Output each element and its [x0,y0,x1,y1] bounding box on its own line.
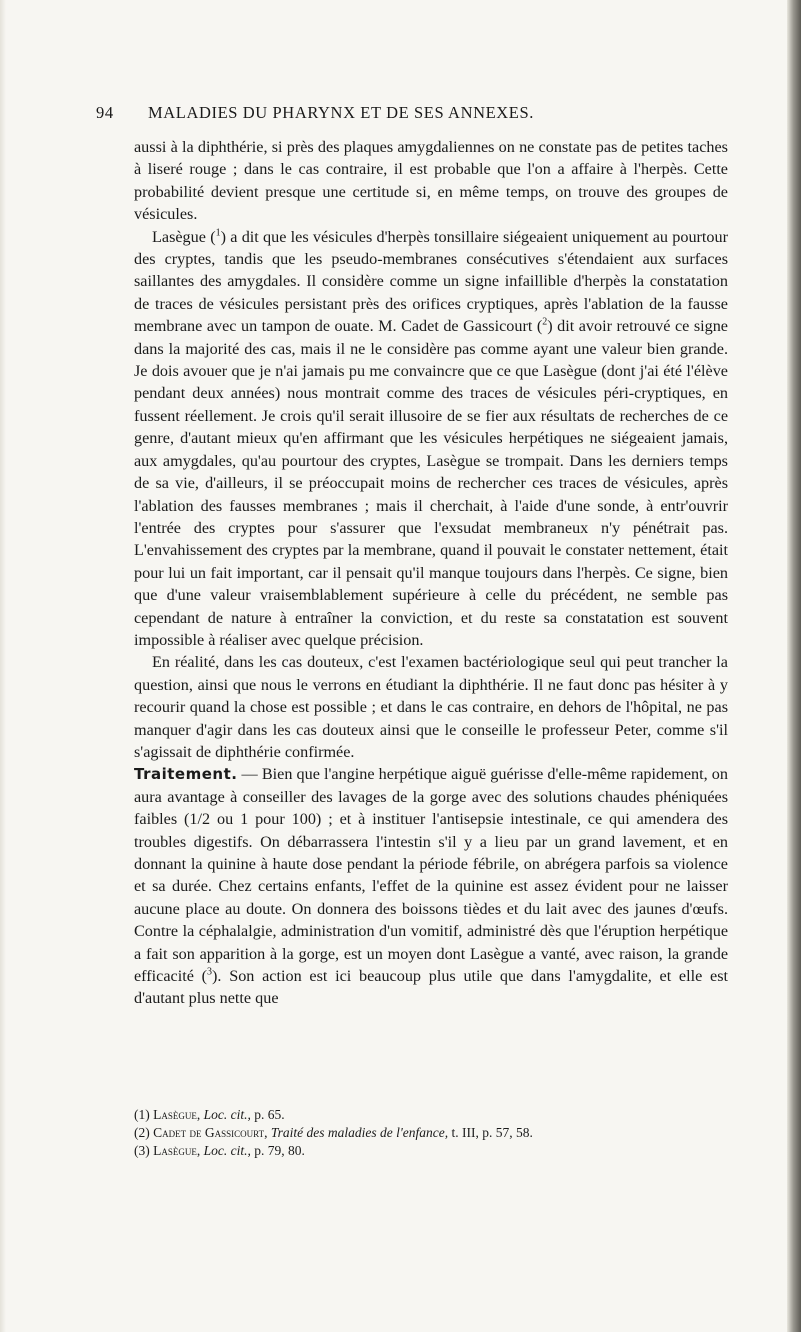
footnote-1 [134,1106,734,1124]
paragraph-3: En réalité, dans les cas douteux, c'est l'examen bactériologique seul qui peut trancher la question, ainsi que nous le verrons en étudiant la diphthérie. Il ne faut donc pas hésiter à y recourir quand la chose est possible ; et dans le cas contraire, en dehors de l'hôpital, ne pas manquer d'agir dans les cas douteux ainsi que le conseille le professeur Peter, comme s'il s'agissait de diphthérie confirmée. [134,653,728,761]
footnote-marker: (3) [134,1143,150,1158]
body-text [134,136,728,1010]
footnote-source: Loc. cit., [203,1107,251,1122]
paragraph-2-part-a: Lasègue ( [152,227,216,246]
footnote-ref-1: 1 [215,227,221,239]
footnote-author: Cadet de Gassicourt, [153,1125,268,1140]
page-header [96,103,736,129]
footnote-pages: t. III, p. 57, 58. [451,1125,533,1140]
paragraph-4-part-b: ). Son action est ici beaucoup plus utile que dans l'amygdalite, et elle est d'autant plus nette que [134,967,729,1008]
paragraph-4-part-a: — Bien que l'angine herpétique aiguë guérisse d'elle-même rapidement, on aura avantage à conseiller des lavages de la gorge avec des solutions chaudes phéniquées faibles (1/2 ou 1 pour 100) ; et à instituer l'antisepsie intestinale, ce qui amendera des troubles digestifs. On débarrassera l'intestin s'il y a lieu par un grand lavement, et en donnant la quinine à haute dose pendant la période fébrile, on abrégera parfois sa violence et sa durée. Chez certains enfants, l'effet de la quinine est assez évident pour ne laisser aucune place au doute. On donnera des boissons tièdes et du lait avec des jaunes d'œufs. Contre la céphalalgie, administration d'un vomitif, administré dès que l'éruption herpétique a fait son apparition à la gorge, est un moyen dont Lasègue a vanté, avec raison, la grande efficacité ( [134,765,728,986]
footnote-source: Loc. cit., [203,1143,251,1158]
paragraph-2 [134,226,728,652]
footnote-author: Lasègue, [153,1107,201,1122]
running-head: MALADIES DU PHARYNX ET DE SES ANNEXES. [148,103,534,122]
paragraph-1: aussi à la diphthérie, si près des plaques amygdaliennes on ne constate pas de petites taches à liseré rouge ; dans le cas contraire, il est probable que l'on a affaire à l'herpès. Cette probabilité devient presque une certitude si, en même temps, on trouve des groupes de vésicules. [134,138,728,224]
footnote-marker: (2) [134,1125,150,1140]
page-left-shadow [0,0,6,1332]
footnote-ref-2: 2 [542,316,548,328]
paragraph-2-part-c: ) dit avoir retrouvé ce signe dans la majorité des cas, mais il ne le considère pas comme ayant une valeur bien grande. Je dois avouer que je n'ai jamais pu me convaincre que ce que Lasègue (dont j'ai été l'élève pendant deux années) nous montrait comme des traces de vésicules péri-cryptiques, en fussent réellement. Je crois qu'il serait illusoire de se fier aux résultats de recherches de ce genre, d'autant mieux qu'en affirmant que les vésicules herpétiques ne siégeaient jamais, aux amygdales, qu'au pourtour des cryptes, Lasègue se trompait. Dans les derniers temps de sa vie, d'ailleurs, il se préoccupait moins de rechercher ces traces de vésicules, après l'ablation des fausses membranes ; mais il cherchait, à l'aide d'une sonde, à entr'ouvrir l'entrée des cryptes pour s'assurer que l'exsudat membraneux n'y pénétrait pas. L'envahissement des cryptes par la membrane, quand il pouvait le constater nettement, était pour lui un fait important, car il pensait qu'il manque toujours dans l'herpès. Ce signe, bien que d'une valeur vraisemblablement supérieure à celle du précédent, ne semble pas cependant de nature à entraîner la conviction, et du reste sa constatation est souvent impossible à réaliser avec quelque précision. [134,317,728,649]
footnote-pages: p. 79, 80. [254,1143,305,1158]
footnote-pages: p. 65. [254,1107,285,1122]
footnotes [134,1106,734,1160]
footnote-author: Lasègue, [153,1143,201,1158]
paragraph-2-part-b: ) a dit que les vésicules d'herpès tonsillaire siégeaient uniquement au pourtour des cryptes, tandis que les pseudo-membranes consécutives s'étendaient aux surfaces saillantes des amygdales. Il considère comme un signe infaillible d'herpès la constatation de traces de vésicules persistant près des orifices cryptiques, après l'ablation de la fausse membrane avec un tampon de ouate. M. Cadet de Gassicourt ( [134,227,729,336]
footnote-source: Traité des maladies de l'enfance, [270,1125,449,1140]
footnote-marker: (1) [134,1107,150,1122]
footnote-3 [134,1142,734,1160]
section-heading-traitement: Traitement. [134,765,238,784]
page-number: 94 [96,103,114,122]
footnote-2 [134,1124,734,1142]
footnote-ref-3: 3 [207,966,213,978]
paragraph-4 [134,763,728,1009]
page-gutter-shadow [787,0,801,1332]
